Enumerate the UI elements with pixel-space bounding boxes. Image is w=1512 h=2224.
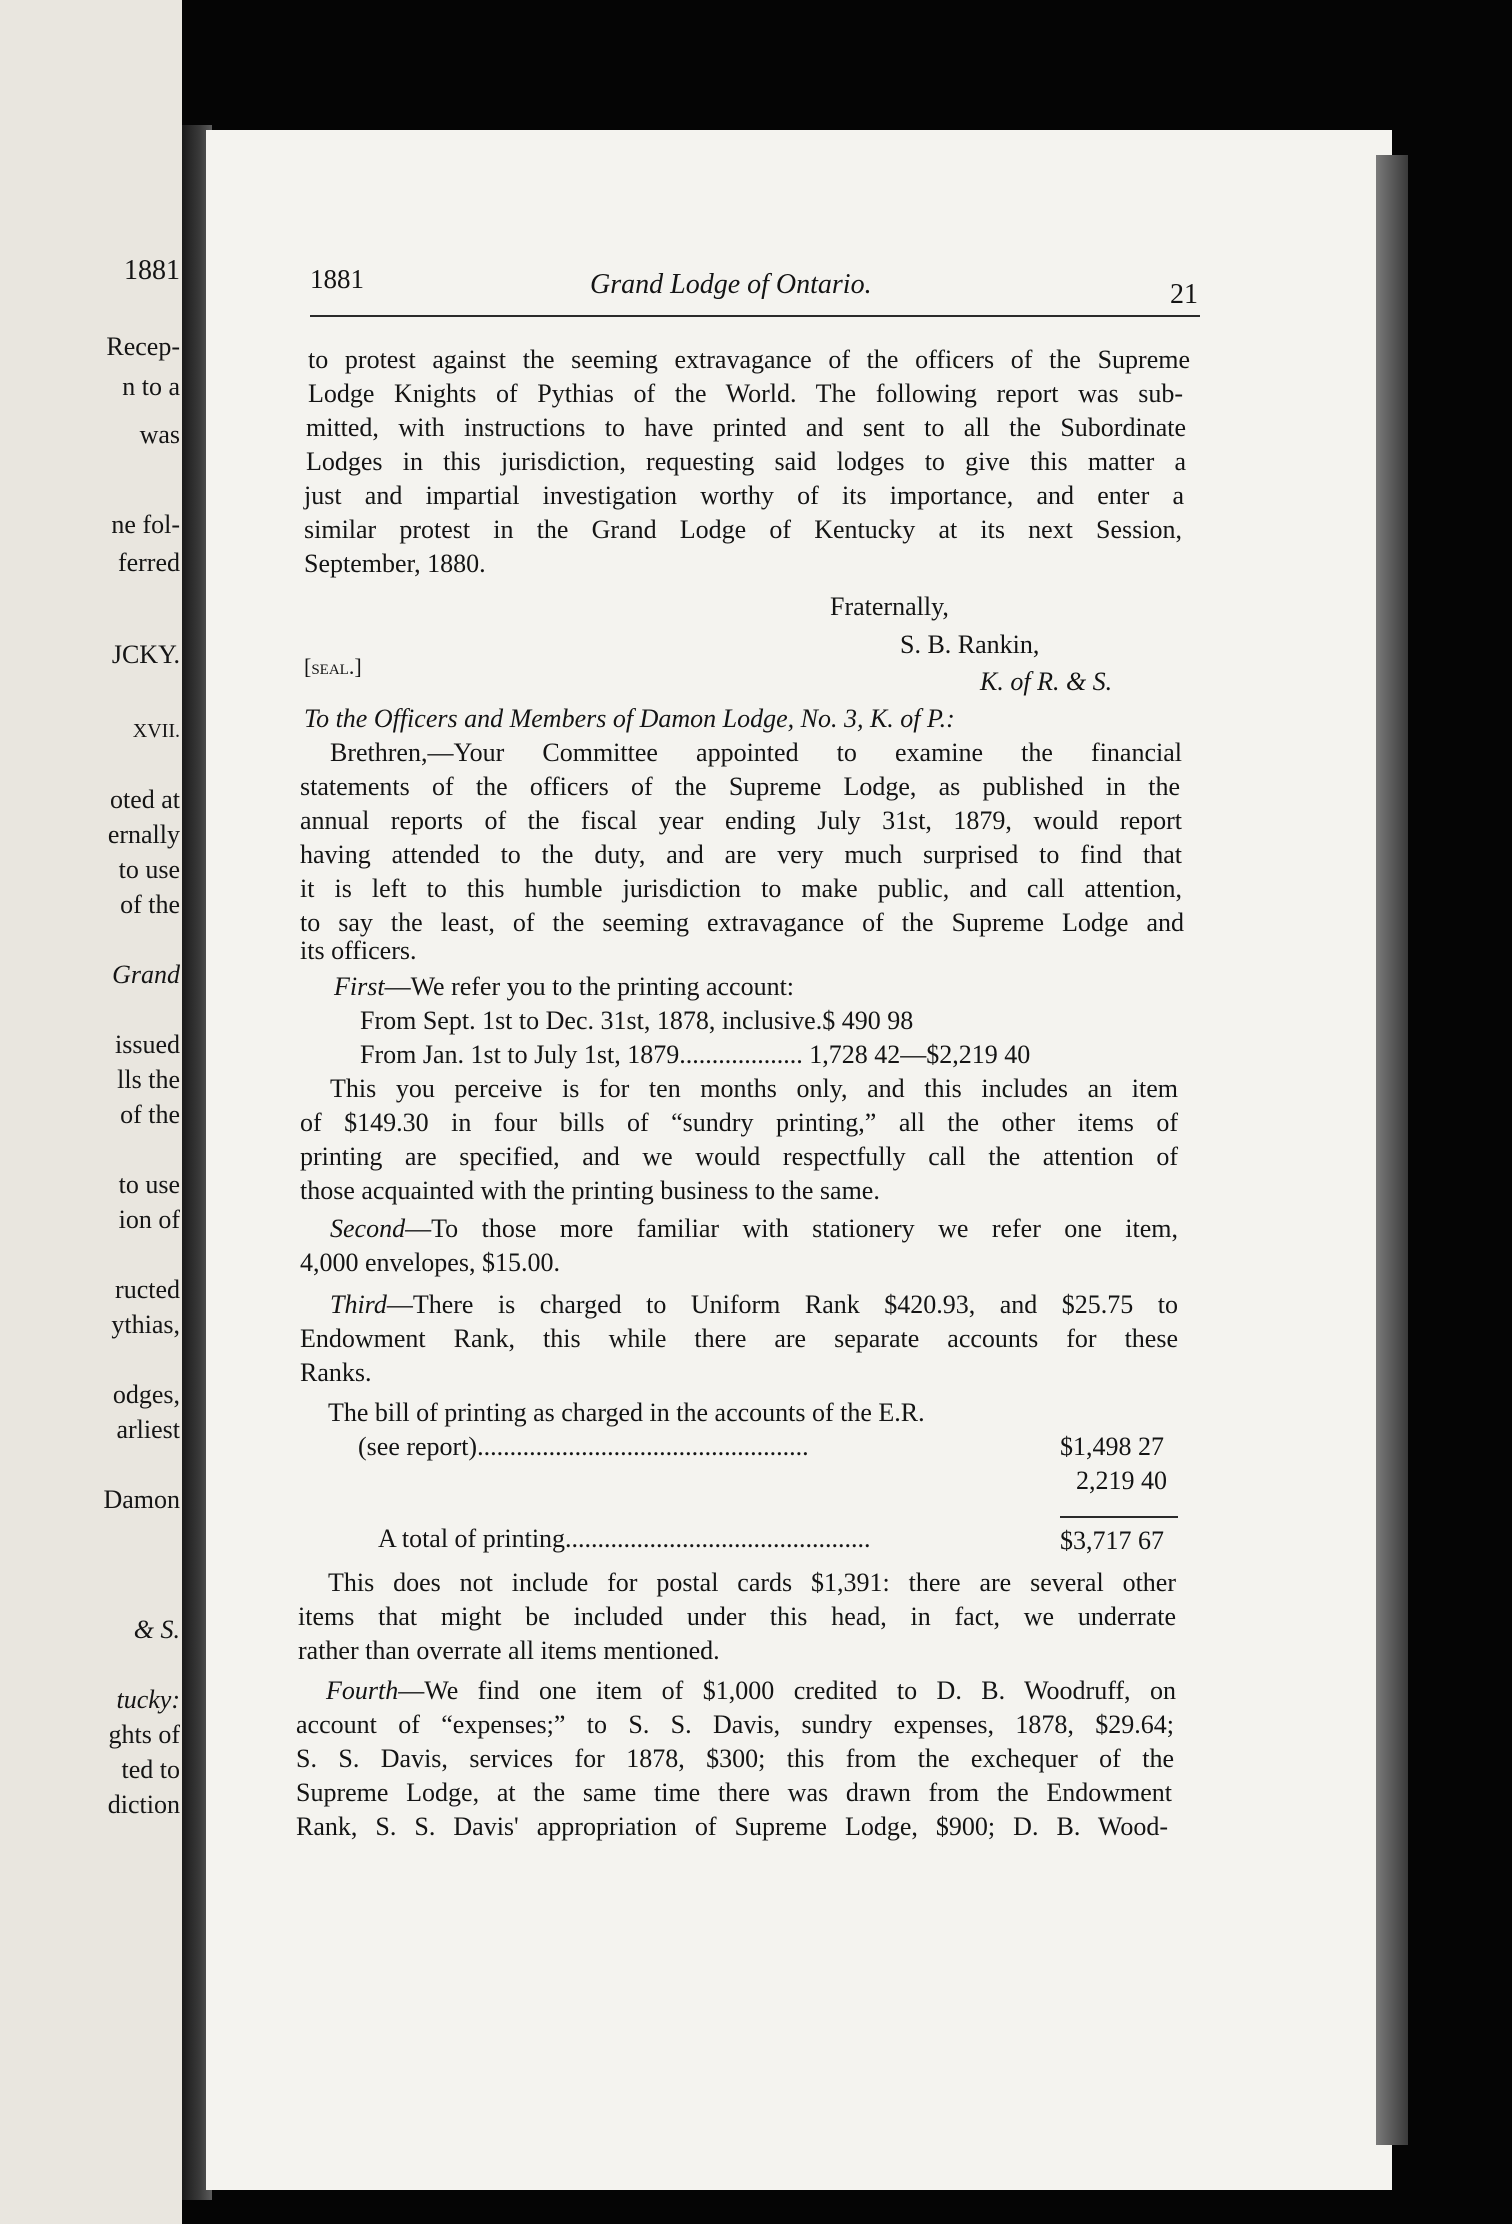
body-line: to say the least, of the seeming extravagance of the Supreme Lodge and [300,908,1184,937]
left-page-line: n to a [122,372,180,401]
fourth-label: Fourth [326,1676,399,1705]
left-page-line: ted to [121,1755,180,1784]
body-line: of $149.30 in four bills of “sundry printing,” all the other items of [300,1108,1178,1137]
left-page-line: diction [107,1790,180,1819]
left-page-line: ythias, [111,1310,180,1339]
third-item [330,1288,1178,1322]
body-line: printing are specified, and we would respectfully call the attention of [300,1142,1178,1171]
second-amount: 2,219 40 [1076,1466,1167,1495]
third-label: Third [330,1290,387,1319]
left-page-line: & S. [133,1615,180,1644]
left-page-line: of the [120,890,180,919]
see-report-amount: $1,498 27 [1060,1432,1164,1461]
body-line: statements of the officers of the Supreme Lodge, as published in the [300,772,1180,801]
second-item [330,1212,1178,1246]
left-page-line: ne fol- [111,510,180,539]
left-page-line: Damon [103,1485,180,1514]
body-line: similar protest in the Grand Lodge of Kentucky at its next Session, [304,515,1182,544]
body-line: annual reports of the fiscal year ending July 31st, 1879, would report [300,806,1182,835]
left-page-line: of the [120,1100,180,1129]
address-line: To the Officers and Members of Damon Lodge, No. 3, K. of P.: [304,704,955,733]
left-page-line: Recep- [106,332,180,361]
left-page-line: lls the [117,1065,180,1094]
body-line: This does not include for postal cards $1,391: there are several other [328,1568,1176,1597]
left-page-line: arliest [116,1415,180,1444]
body-line: Lodge Knights of Pythias of the World. The following report was sub- [308,379,1183,408]
fourth-text: —We find one item of $1,000 credited to D. B. Woodruff, on [398,1676,1176,1705]
body-line: Endowment Rank, this while there are separate accounts for these [300,1324,1178,1353]
left-page-line: was [139,420,180,449]
total-amount: $3,717 67 [1060,1526,1164,1555]
body-line: September, 1880. [304,549,486,578]
bill-line: The bill of printing as charged in the accounts of the E.R. [328,1398,925,1427]
body-line: rather than overrate all items mentioned. [298,1636,720,1665]
account-line: From Jan. 1st to July 1st, 1879................... 1,728 42—$2,219 40 [360,1040,1031,1069]
body-line: to protest against the seeming extravagance of the officers of the Supreme [308,345,1190,374]
left-page-line: tucky: [116,1685,180,1714]
second-text: —To those more familiar with stationery we refer one item, [405,1214,1178,1243]
body-line: having attended to the duty, and are very much surprised to find that [300,840,1182,869]
left-page-line: ferred [117,548,180,577]
account-line: From Sept. 1st to Dec. 31st, 1878, inclusive.$ 490 98 [360,1006,914,1035]
left-page-line: odges, [112,1380,180,1409]
see-report-line: (see report)................................................... [358,1432,809,1461]
first-item [334,970,794,1004]
seal-mark: [seal.] [304,654,362,679]
total-line: A total of printing............................................... [378,1524,871,1553]
fourth-item [326,1674,1176,1708]
signer-name: S. B. Rankin, [900,630,1040,659]
left-page-fragment [0,0,182,2224]
body-line: Brethren,—Your Committee appointed to examine the financial [330,738,1182,767]
page-edge-shadow [1376,155,1408,2145]
body-line: it is left to this humble jurisdiction to make public, and call attention, [300,874,1182,903]
body-line: Supreme Lodge, at the same time there was drawn from the Endowment [296,1778,1172,1807]
left-page-line: oted at [109,785,180,814]
header-year: 1881 [310,264,364,294]
header-rule [310,315,1200,317]
left-page-line: ernally [107,820,180,849]
body-line: S. S. Davis, services for 1878, $300; this from the exchequer of the [296,1744,1174,1773]
body-line: Rank, S. S. Davis' appropriation of Supreme Lodge, $900; D. B. Wood- [296,1812,1168,1841]
body-line: account of “expenses;” to S. S. Davis, sundry expenses, 1878, $29.64; [296,1710,1174,1739]
left-page-line: to use [118,1170,180,1199]
left-page-line: JCKY. [111,640,180,669]
second-label: Second [330,1214,406,1243]
left-page-line: ghts of [108,1720,180,1749]
page-number: 21 [1170,279,1198,310]
left-page-line: to use [118,855,180,884]
body-line: just and impartial investigation worthy of its importance, and enter a [304,481,1184,510]
body-line: its officers. [300,936,417,965]
first-label: First [334,972,385,1001]
total-rule [1060,1516,1178,1518]
first-text: —We refer you to the printing account: [384,972,795,1001]
signer-title: K. of R. & S. [980,667,1113,696]
body-line: This you perceive is for ten months only, and this includes an item [330,1074,1178,1103]
body-line: those acquainted with the printing business to the same. [300,1176,880,1205]
third-text: —There is charged to Uniform Rank $420.93, and $25.75 to [386,1290,1178,1319]
left-page-line: ion of [118,1205,180,1234]
left-page-line: 1881 [124,255,180,286]
left-page-line: Grand [112,960,180,989]
body-line: Ranks. [300,1358,372,1387]
closing-text: Fraternally, [830,592,949,621]
left-page-line: ructed [115,1275,180,1304]
body-line: mitted, with instructions to have printed and sent to all the Subordinate [306,413,1186,442]
left-page-line: XVII. [132,720,180,742]
header-title: Grand Lodge of Ontario. [590,269,872,300]
body-line: Lodges in this jurisdiction, requesting said lodges to give this matter a [306,447,1186,476]
body-line: 4,000 envelopes, $15.00. [300,1248,560,1277]
left-page-line: issued [115,1030,180,1059]
body-line: items that might be included under this head, in fact, we underrate [298,1602,1176,1631]
